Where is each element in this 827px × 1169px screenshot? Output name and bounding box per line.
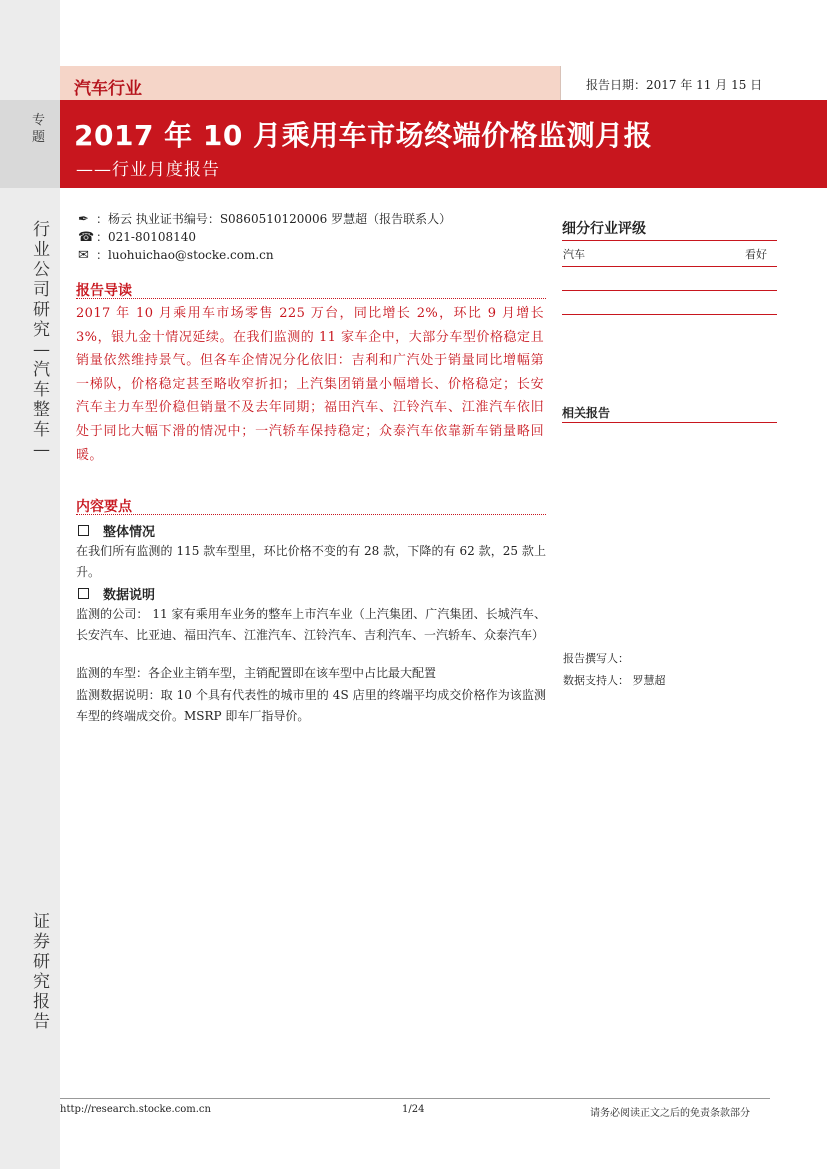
rating-line-2 <box>562 290 777 291</box>
footer-disclaimer: 请务必阅读正文之后的免责条款部分 <box>590 1108 750 1119</box>
checkbox-bullet-icon <box>78 525 89 536</box>
email-link[interactable]: ：luohuichao@stocke.com.cn <box>96 248 274 262</box>
related-divider <box>562 422 777 423</box>
report-subtitle: ——行业月度报告 <box>76 160 220 180</box>
contact-email <box>78 246 274 263</box>
topic-tab <box>0 100 60 188</box>
phone-icon: ☎ <box>78 230 95 245</box>
rating-line-3 <box>562 314 777 315</box>
pen-icon: ✒ <box>78 212 89 227</box>
vertical-category-text: 行业公司研究—汽车整车— <box>33 220 50 460</box>
related-reports-title: 相关报告 <box>562 406 611 420</box>
overall-heading: 整体情况 <box>78 521 155 540</box>
page-number: 1/24 <box>402 1104 425 1115</box>
content-heading: 内容要点 <box>76 499 132 515</box>
overall-text: 在我们所有监测的 115 款车型里，环比价格不变的有 28 款，下降的有 62 款，25 款上升。 <box>76 544 546 579</box>
report-writer: 报告撰写人： <box>563 652 629 665</box>
checkbox-bullet-icon <box>78 588 89 599</box>
rating-value: 看好 <box>745 248 767 261</box>
rating-title: 细分行业评级 <box>562 221 646 237</box>
intro-divider <box>76 298 546 299</box>
models-text: 监测的车型：各企业主销车型，主销配置即在该车型中占比最大配置 <box>76 666 437 680</box>
topic-label: 专题 <box>32 113 46 145</box>
content-divider <box>76 514 546 515</box>
intro-text: 2017 年 10 月乘用车市场零售 225 万台，同比增长 2%，环比 9 月增长 3%，银九金十情况延续。在我们监测的 11 家车企中，大部分车型价格稳定且销量依然维持景气。但各车企情况分化依旧：吉利和广汽处于销量同比增幅第一梯队，价格稳定甚至略收窄折扣；上汽集团销量小幅增长、价格稳定；长安汽车主力车型价稳但销量不及去年同期；福田汽车、江铃汽车、江淮汽车依旧处于同比大幅下滑的情况中；一汽轿车保持稳定；众泰汽车依靠新车销量略回暖。 <box>76 306 544 463</box>
contact-analyst: ✒ ：杨云 执业证书编号：S0860510120006 罗慧超（报告联系人） <box>78 212 452 227</box>
vertical-report-type: 证券研究报告 <box>33 912 50 1032</box>
envelope-icon: ✉ <box>78 248 89 263</box>
rating-sector: 汽车 <box>563 248 585 261</box>
report-date: 报告日期：2017 年 11 月 15 日 <box>586 78 763 92</box>
industry-label: 汽车行业 <box>74 79 142 99</box>
report-title: 2017 年 10 月乘用车市场终端价格监测月报 <box>74 119 653 152</box>
method-text: 监测数据说明：取 10 个具有代表性的城市里的 4S 店里的终端平均成交价格作为该监测车型的终端成交价。MSRP 即车厂指导价。 <box>76 688 546 723</box>
intro-heading: 报告导读 <box>76 283 132 299</box>
companies-text: 监测的公司： 11 家有乘用车业务的整车上市汽车业（上汽集团、广汽集团、长城汽车、长安汽车、比亚迪、福田汽车、江淮汽车、江铃汽车、吉利汽车、一汽轿车、众泰汽车） <box>76 607 546 642</box>
data-supporter: 数据支持人： 罗慧超 <box>563 674 666 687</box>
contact-phone: ☎ ：021-80108140 <box>78 230 197 245</box>
data-heading: 数据说明 <box>78 584 155 603</box>
rating-divider <box>562 240 777 241</box>
footer-divider <box>60 1098 770 1099</box>
footer-url[interactable]: http://research.stocke.com.cn <box>60 1104 211 1115</box>
rating-line-1 <box>562 266 777 267</box>
